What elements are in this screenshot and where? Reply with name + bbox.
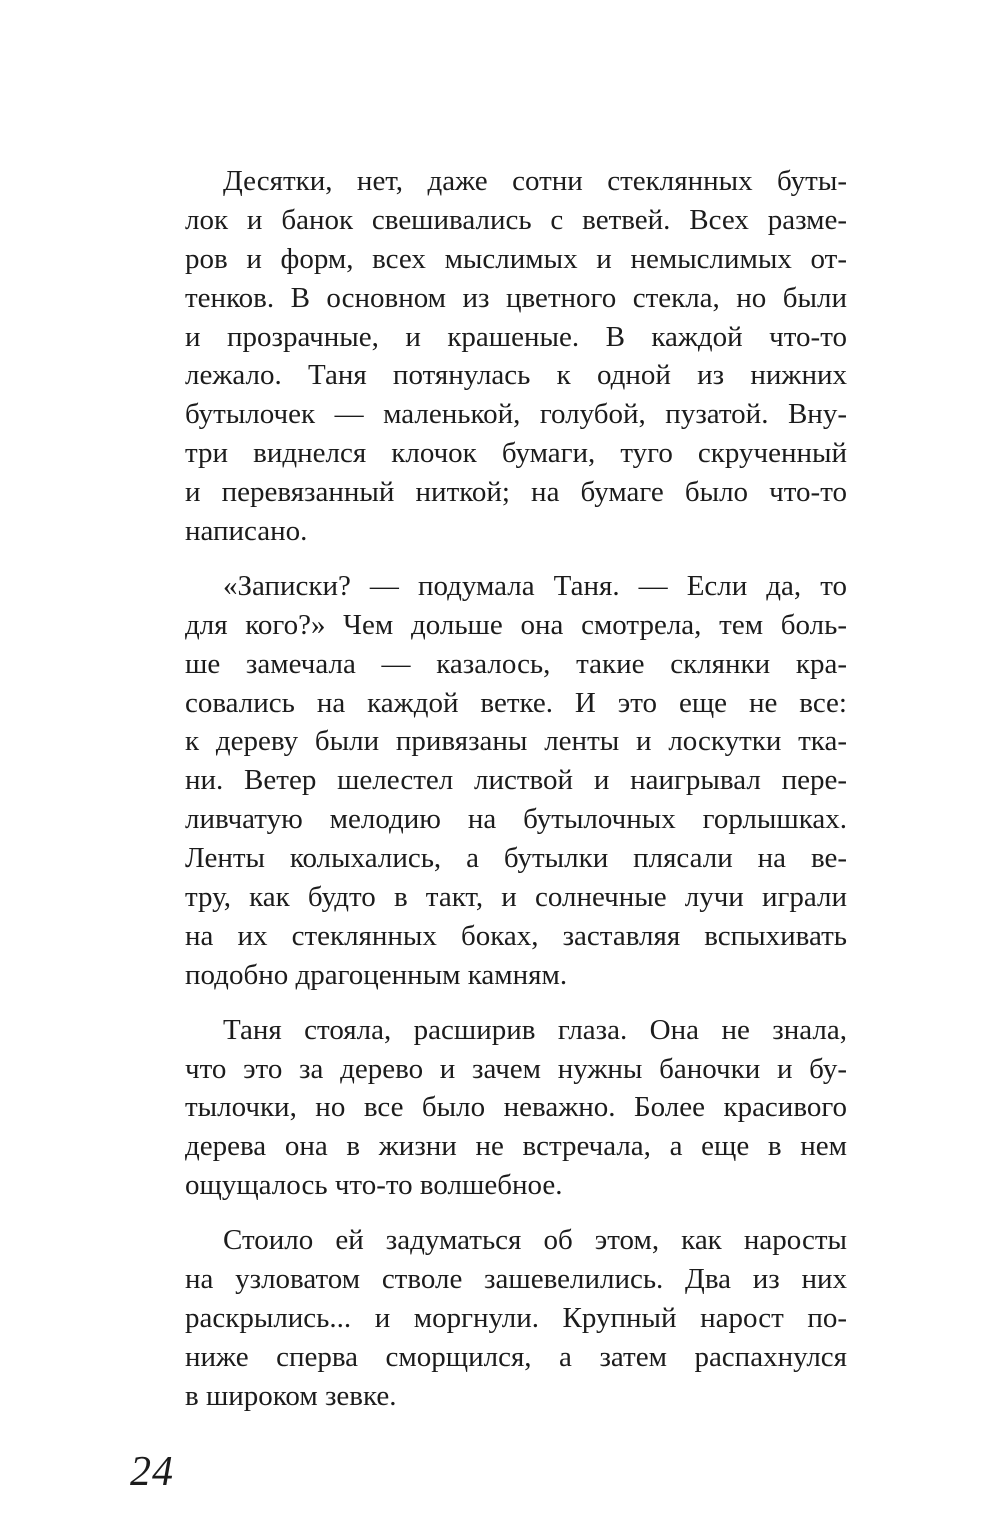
text-line: ше замечала — казалось, такие склянки кра-	[185, 647, 847, 680]
paragraph	[185, 1011, 847, 1205]
text-line: что это за дерево и зачем нужны баночки и бу-	[185, 1052, 847, 1085]
text-line: тру, как будто в такт, и солнечные лучи играли	[185, 881, 847, 914]
text-line: лок и банок свешивались с ветвей. Всех разме-	[185, 203, 847, 236]
text-line: ощущалось что-то волшебное.	[185, 1169, 563, 1202]
text-line: лежало. Таня потянулась к одной из нижних	[185, 359, 847, 392]
text-line: и прозрачные, и крашеные. В каждой что-то	[185, 320, 847, 353]
text-line: тылочки, но все было неважно. Более красивого	[185, 1091, 847, 1124]
text-line: бутылочек — маленькой, голубой, пузатой. Вну-	[185, 398, 847, 431]
text-line: Таня стояла, расширив глаза. Она не знала,	[223, 1013, 847, 1046]
text-line: написано.	[185, 515, 308, 548]
text-line: тенков. В основном из цветного стекла, но были	[185, 281, 847, 314]
text-line: дерева она в жизни не встречала, а еще в нем	[185, 1130, 847, 1163]
paragraph	[185, 567, 847, 995]
paragraph	[185, 162, 847, 551]
paragraph-spacer	[185, 995, 847, 1011]
paragraph-spacer	[185, 1205, 847, 1221]
text-line: Стоило ей задуматься об этом, как наросты	[223, 1224, 847, 1257]
text-line: ниже сперва сморщился, а затем распахнулся	[185, 1340, 847, 1373]
text-line: на узловатом стволе зашевелились. Два из них	[185, 1263, 847, 1296]
text-line: раскрылись... и моргнули. Крупный нарост по-	[185, 1301, 847, 1334]
text-line: и перевязанный ниткой; на бумаге было что-то	[185, 476, 847, 509]
text-line: к дереву были привязаны ленты и лоскутки тка-	[185, 725, 847, 758]
text-line: подобно драгоценным камням.	[185, 958, 568, 991]
text-line: ни. Ветер шелестел листвой и наигрывал пере-	[185, 764, 847, 797]
text-line: Десятки, нет, даже сотни стеклянных буты-	[223, 165, 847, 197]
paragraph	[185, 1221, 847, 1415]
paragraph-spacer	[185, 551, 847, 567]
page-number: 24	[130, 1449, 174, 1495]
text-line: ров и форм, всех мыслимых и немыслимых от-	[185, 242, 847, 275]
text-line: на их стеклянных боках, заставляя вспыхивать	[185, 919, 847, 952]
text-line: для кого?» Чем дольше она смотрела, тем боль-	[185, 608, 847, 641]
text-line: «Записки? — подумала Таня. — Если да, то	[223, 569, 847, 602]
body-text	[185, 162, 847, 1416]
text-line: ливчатую мелодию на бутылочных горлышках.	[185, 803, 847, 836]
text-line: три виднелся клочок бумаги, туго скрученный	[185, 437, 847, 470]
text-line: в широком зевке.	[185, 1379, 397, 1412]
text-line: совались на каждой ветке. И это еще не все:	[185, 686, 847, 719]
text-line: Ленты колыхались, а бутылки плясали на ве-	[185, 842, 847, 875]
